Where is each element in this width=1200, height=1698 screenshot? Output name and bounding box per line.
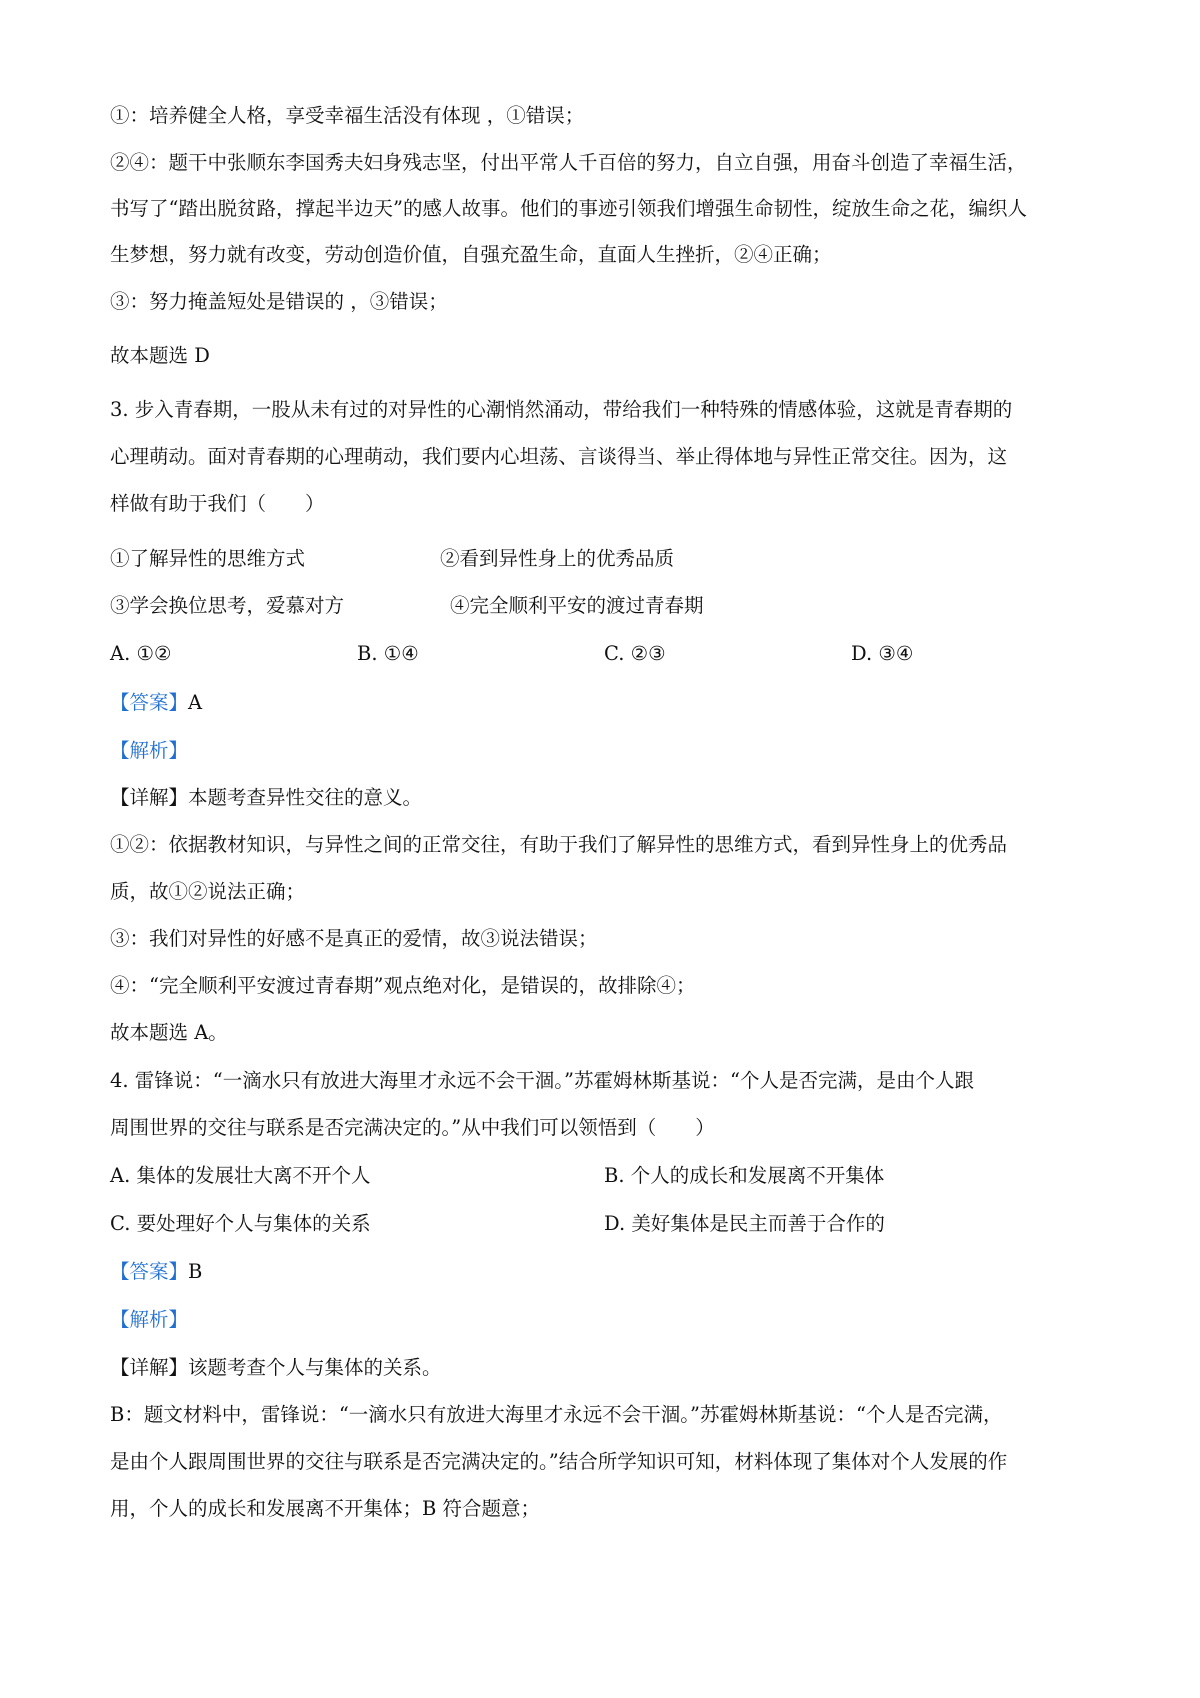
q3-detail-line: ①②：依据教材知识，与异性之间的正常交往，有助于我们了解异性的思维方式，看到异性身上的优秀品 bbox=[110, 833, 1008, 856]
paragraph-line: ③：努力掩盖短处是错误的 ，③错误； bbox=[110, 290, 448, 313]
answer-tag: 【答案】 bbox=[110, 1260, 189, 1283]
q4-choice-c: C. 要处理好个人与集体的关系 bbox=[110, 1212, 371, 1235]
q3-answer bbox=[110, 689, 1110, 717]
question-3-stem: 心理萌动。面对青春期的心理萌动，我们要内心坦荡、言谈得当、举止得体地与异性正常交往。因为，这 bbox=[110, 445, 1008, 468]
q3-detail-line: ③：我们对异性的好感不是真正的爱情，故③说法错误； bbox=[110, 927, 598, 950]
analysis-tag: 【解析】 bbox=[110, 1308, 189, 1331]
q3-choice-d: D. ③④ bbox=[851, 642, 914, 665]
answer-value: A bbox=[188, 691, 203, 714]
q4-detail-line: 是由个人跟周围世界的交往与联系是否完满决定的。”结合所学知识可知，材料体现了集体对个人发展的作 bbox=[110, 1450, 1008, 1473]
q3-item-2: ②看到异性身上的优秀品质 bbox=[440, 547, 675, 570]
detail-text: 本题考查异性交往的意义。 bbox=[188, 786, 423, 809]
q4-choice-a: A. 集体的发展壮大离不开个人 bbox=[110, 1164, 371, 1187]
paragraph-line: ②④：题干中张顺东李国秀夫妇身残志坚，付出平常人千百倍的努力，自立自强，用奋斗创造了幸福生活， bbox=[110, 151, 1027, 174]
paragraph-line: 书写了“踏出脱贫路，撑起半边天”的感人故事。他们的事迹引领我们增强生命韧性，绽放生命之花，编织人 bbox=[110, 197, 1027, 220]
analysis-tag: 【解析】 bbox=[110, 739, 189, 762]
q3-choice-b: B. ①④ bbox=[357, 642, 419, 665]
answer-value: B bbox=[188, 1260, 203, 1283]
q4-choice-b: B. 个人的成长和发展离不开集体 bbox=[604, 1164, 885, 1187]
answer-tag: 【答案】 bbox=[110, 691, 189, 714]
q3-detail-line: 质，故①②说法正确； bbox=[110, 880, 306, 903]
q3-item-4: ④完全顺利平安的渡过青春期 bbox=[450, 594, 704, 617]
q3-detail-line: 故本题选 A。 bbox=[110, 1021, 228, 1044]
question-3-stem: 样做有助于我们（ ） bbox=[110, 492, 325, 515]
detail-text: 该题考查个人与集体的关系。 bbox=[188, 1356, 442, 1379]
q3-item-3: ③学会换位思考，爱慕对方 bbox=[110, 594, 345, 617]
question-4-stem: 4. 雷锋说：“一滴水只有放进大海里才永远不会干涸。”苏霍姆林斯基说：“个人是否完满，是由个人跟 bbox=[110, 1069, 974, 1092]
q4-detail-line bbox=[110, 1354, 1110, 1382]
paragraph-line: ①：培养健全人格，享受幸福生活没有体现 ，①错误； bbox=[110, 104, 585, 127]
detail-tag: 【详解】 bbox=[110, 786, 189, 809]
detail-tag: 【详解】 bbox=[110, 1356, 189, 1379]
q3-choice-a: A. ①② bbox=[110, 642, 172, 665]
q4-detail-line: B：题文材料中，雷锋说：“一滴水只有放进大海里才永远不会干涸。”苏霍姆林斯基说：“个人是否完满， bbox=[110, 1403, 1003, 1426]
q4-analysis-heading bbox=[110, 1306, 1110, 1334]
q4-answer bbox=[110, 1258, 1110, 1286]
paragraph-line: 故本题选 D bbox=[110, 344, 210, 367]
q3-analysis-heading bbox=[110, 737, 1110, 765]
question-3-stem: 3. 步入青春期，一股从未有过的对异性的心潮悄然涌动，带给我们一种特殊的情感体验，这就是青春期的 bbox=[110, 398, 1013, 421]
paragraph-line: 生梦想，努力就有改变，劳动创造价值，自强充盈生命，直面人生挫折，②④正确； bbox=[110, 243, 832, 266]
q3-choice-c: C. ②③ bbox=[604, 642, 666, 665]
question-4-stem: 周围世界的交往与联系是否完满决定的。”从中我们可以领悟到（ ） bbox=[110, 1116, 715, 1139]
q3-detail-line bbox=[110, 784, 1110, 812]
q3-item-1: ①了解异性的思维方式 bbox=[110, 547, 306, 570]
q4-detail-line: 用，个人的成长和发展离不开集体；B 符合题意； bbox=[110, 1497, 541, 1520]
q3-detail-line: ④：“完全顺利平安渡过青春期”观点绝对化，是错误的，故排除④； bbox=[110, 974, 696, 997]
q4-choice-d: D. 美好集体是民主而善于合作的 bbox=[604, 1212, 885, 1235]
